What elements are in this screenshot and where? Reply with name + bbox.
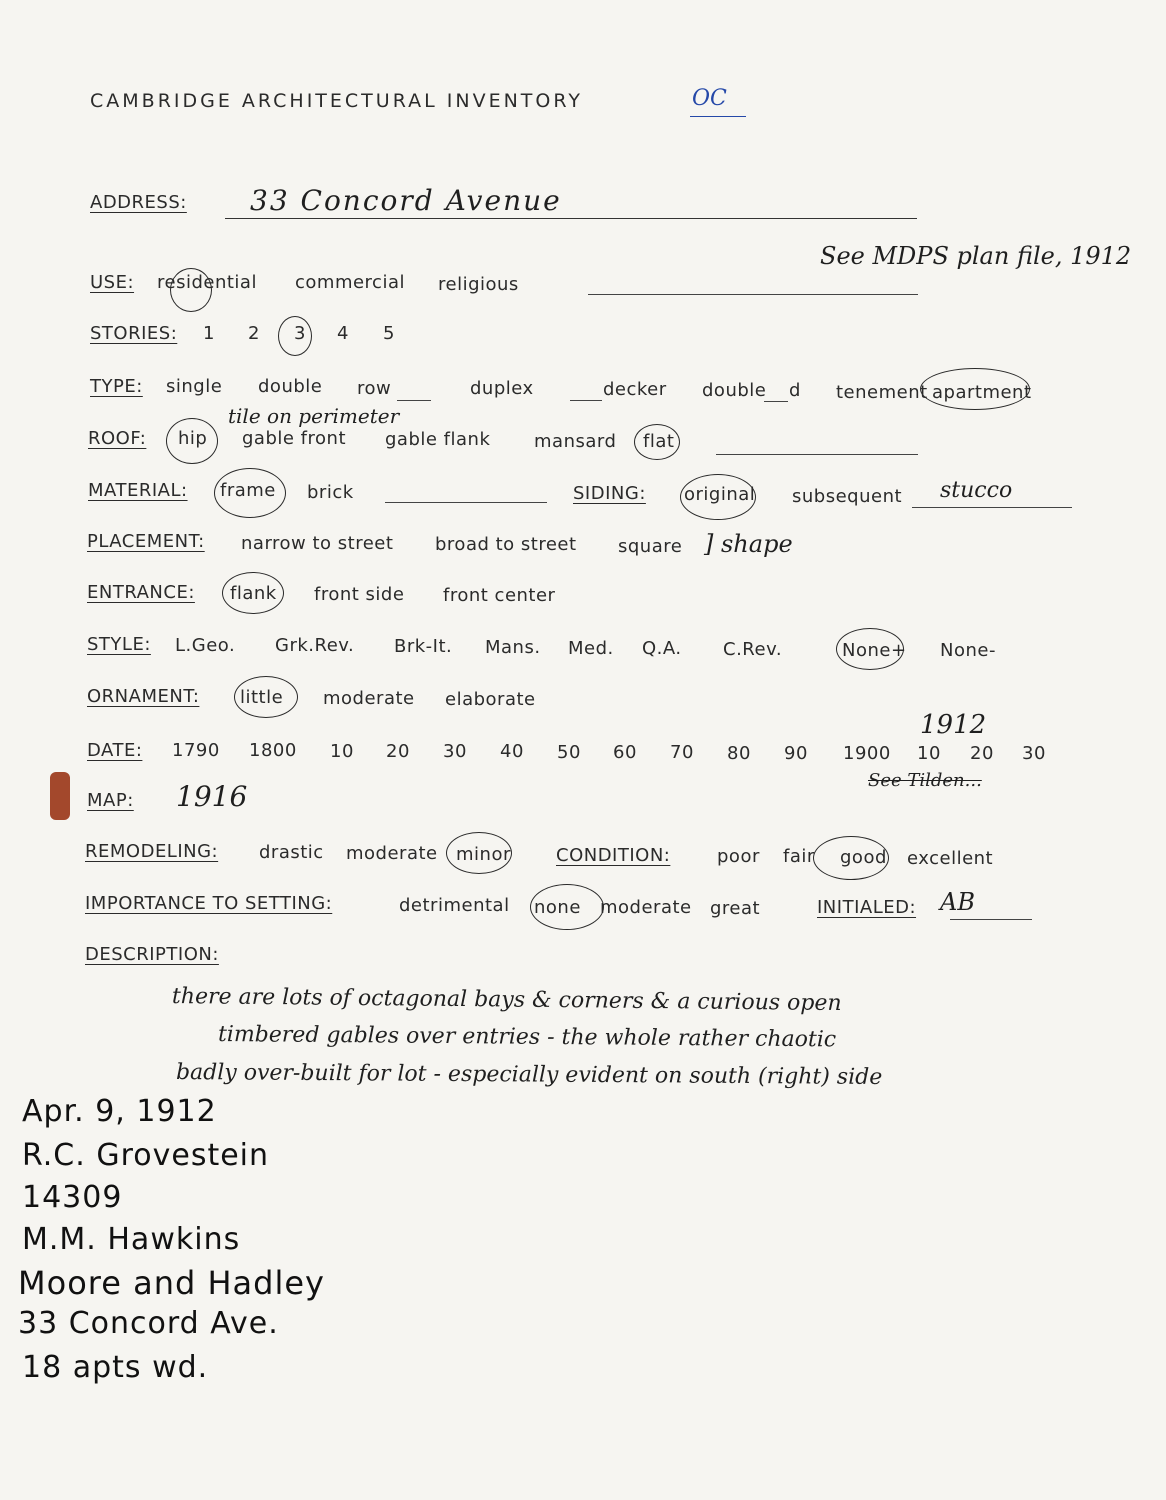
remodeling-option[interactable]: moderate <box>346 843 438 864</box>
selection-circle <box>166 418 218 464</box>
address-value: 33 Concord Avenue <box>250 184 562 217</box>
entrance-option-flank[interactable]: flank <box>230 583 277 604</box>
map-label: MAP: <box>87 790 134 811</box>
date-option[interactable]: 80 <box>727 743 751 764</box>
condition-label: CONDITION: <box>556 845 671 866</box>
initialed-value: AB <box>940 888 975 916</box>
address-line <box>225 218 917 219</box>
type-label: TYPE: <box>90 376 143 397</box>
note-line: Apr. 9, 1912 <box>22 1094 217 1129</box>
date-option[interactable]: 30 <box>443 741 467 762</box>
style-option[interactable]: Grk.Rev. <box>275 635 355 656</box>
style-option[interactable]: C.Rev. <box>723 639 783 660</box>
date-option[interactable]: 10 <box>330 741 354 762</box>
remodeling-option[interactable]: drastic <box>259 842 324 863</box>
roof-note: tile on perimeter <box>228 404 400 428</box>
ornament-option-little[interactable]: little <box>240 687 284 708</box>
condition-option[interactable]: excellent <box>907 848 994 869</box>
type-option-apartment[interactable]: apartment <box>932 382 1032 403</box>
use-option-religious[interactable]: religious <box>438 274 519 295</box>
description-label: DESCRIPTION: <box>85 944 219 965</box>
style-option-none-plus[interactable]: None+ <box>842 640 907 661</box>
date-option[interactable]: 1790 <box>172 740 220 761</box>
selection-circle <box>530 884 604 930</box>
entrance-option[interactable]: front center <box>443 585 556 606</box>
type-option[interactable]: duplex <box>470 378 534 399</box>
style-option[interactable]: L.Geo. <box>175 635 236 656</box>
style-option[interactable]: Brk-It. <box>394 636 453 657</box>
type-option[interactable]: single <box>166 376 223 397</box>
note-line: R.C. Grovestein <box>22 1138 270 1173</box>
style-option[interactable]: None- <box>940 640 996 661</box>
roof-option[interactable]: gable flank <box>385 429 491 450</box>
description-line: there are lots of octagonal bays & corners & a curious open <box>171 984 842 1017</box>
date-label: DATE: <box>87 740 143 761</box>
style-option[interactable]: Q.A. <box>642 638 682 659</box>
ornament-option[interactable]: elaborate <box>445 689 536 710</box>
siding-option-original[interactable]: original <box>684 484 756 505</box>
note-line: 18 apts wd. <box>22 1350 209 1385</box>
type-option[interactable]: row <box>357 378 392 399</box>
stories-label: STORIES: <box>90 323 178 344</box>
date-option[interactable]: 30 <box>1022 743 1046 764</box>
date-option[interactable]: 50 <box>557 742 581 763</box>
note-line: M.M. Hawkins <box>22 1222 241 1257</box>
type-option[interactable]: d <box>789 380 801 401</box>
condition-option-good[interactable]: good <box>840 847 887 868</box>
remodeling-label: REMODELING: <box>85 841 219 862</box>
importance-option[interactable]: moderate <box>600 897 692 918</box>
siding-label: SIDING: <box>573 483 646 504</box>
red-margin-mark <box>50 772 70 820</box>
roof-label: ROOF: <box>88 428 147 449</box>
roof-option-flat[interactable]: flat <box>643 431 675 452</box>
date-option[interactable]: 10 <box>917 743 941 764</box>
stories-option[interactable]: 1 <box>203 323 215 344</box>
condition-option[interactable]: poor <box>717 846 760 867</box>
stories-option[interactable]: 5 <box>383 323 395 344</box>
date-option[interactable]: 60 <box>613 742 637 763</box>
style-option[interactable]: Mans. <box>485 637 541 658</box>
address-label: ADDRESS: <box>90 192 187 213</box>
selection-circle <box>680 474 756 520</box>
selection-circle <box>222 572 284 614</box>
note-line: 14309 <box>22 1180 123 1215</box>
importance-option-none[interactable]: none <box>534 897 581 918</box>
selection-circle <box>234 676 298 718</box>
roof-option[interactable]: gable front <box>242 428 346 449</box>
material-option[interactable]: brick <box>307 482 354 503</box>
ornament-option[interactable]: moderate <box>323 688 415 709</box>
placement-note: ] shape <box>704 530 793 558</box>
description-line: badly over-built for lot - especially evident on south (right) side <box>175 1060 883 1090</box>
material-option-frame[interactable]: frame <box>220 480 276 501</box>
date-option[interactable]: 1800 <box>249 740 297 761</box>
use-option-residential[interactable]: residential <box>157 272 257 293</box>
selection-circle <box>836 628 904 670</box>
date-option[interactable]: 40 <box>500 741 524 762</box>
date-option[interactable]: 20 <box>386 741 410 762</box>
entrance-label: ENTRANCE: <box>87 582 195 603</box>
stories-option[interactable]: 4 <box>337 323 349 344</box>
date-option[interactable]: 20 <box>970 743 994 764</box>
note-line: 33 Concord Ave. <box>18 1306 279 1341</box>
selection-circle <box>813 836 889 880</box>
type-blank-line <box>570 400 602 401</box>
header-code-underline <box>690 116 746 117</box>
roof-option[interactable]: mansard <box>534 431 617 452</box>
type-blank-line <box>764 401 788 402</box>
address-note: See MDPS plan file, 1912 <box>820 242 1132 270</box>
style-option[interactable]: Med. <box>568 638 614 659</box>
header-code: OC <box>692 86 727 111</box>
ornament-label: ORNAMENT: <box>87 686 200 707</box>
stories-option[interactable]: 3 <box>294 323 306 344</box>
type-option[interactable]: double <box>258 376 323 397</box>
stories-option[interactable]: 2 <box>248 323 260 344</box>
placement-option[interactable]: narrow to street <box>241 533 394 554</box>
date-note: 1912 <box>920 710 987 740</box>
importance-label: IMPORTANCE TO SETTING: <box>85 893 333 914</box>
date-struck-note: See Tilden... <box>868 770 982 791</box>
siding-blank-line <box>912 507 1072 508</box>
selection-circle <box>170 268 212 312</box>
selection-circle <box>634 424 680 460</box>
style-label: STYLE: <box>87 634 151 655</box>
date-option[interactable]: 1900 <box>843 743 891 764</box>
placement-option[interactable]: broad to street <box>435 534 577 555</box>
material-blank-line <box>385 502 547 503</box>
roof-blank-line <box>716 454 918 455</box>
roof-option-hip[interactable]: hip <box>178 428 208 449</box>
placement-option[interactable]: square <box>618 536 683 557</box>
importance-option[interactable]: detrimental <box>399 895 510 916</box>
description-line: timbered gables over entries - the whole rather chaotic <box>217 1022 837 1053</box>
date-option[interactable]: 90 <box>784 743 808 764</box>
placement-label: PLACEMENT: <box>87 531 205 552</box>
map-value: 1916 <box>176 780 248 813</box>
note-line: Moore and Hadley <box>18 1264 325 1302</box>
selection-circle <box>278 316 312 356</box>
use-label: USE: <box>90 272 135 293</box>
initialed-blank-line <box>950 919 1032 920</box>
selection-circle <box>446 832 512 874</box>
type-blank-line <box>397 400 431 401</box>
selection-circle <box>214 468 286 518</box>
form-title: CAMBRIDGE ARCHITECTURAL INVENTORY <box>90 90 583 112</box>
initialed-label: INITIALED: <box>817 897 917 918</box>
use-option-commercial[interactable]: commercial <box>295 272 405 293</box>
material-label: MATERIAL: <box>88 480 188 501</box>
remodeling-option-minor[interactable]: minor <box>456 844 511 865</box>
siding-value: stucco <box>940 478 1013 503</box>
type-option[interactable]: decker <box>603 379 667 400</box>
entrance-option[interactable]: front side <box>314 584 405 605</box>
date-option[interactable]: 70 <box>670 742 694 763</box>
condition-option[interactable]: fair <box>783 846 815 867</box>
use-blank-line <box>588 294 918 295</box>
importance-option[interactable]: great <box>710 898 761 919</box>
siding-option[interactable]: subsequent <box>792 486 903 507</box>
type-option[interactable]: double <box>702 380 767 401</box>
type-option[interactable]: tenement <box>836 382 928 403</box>
selection-circle <box>920 368 1030 410</box>
